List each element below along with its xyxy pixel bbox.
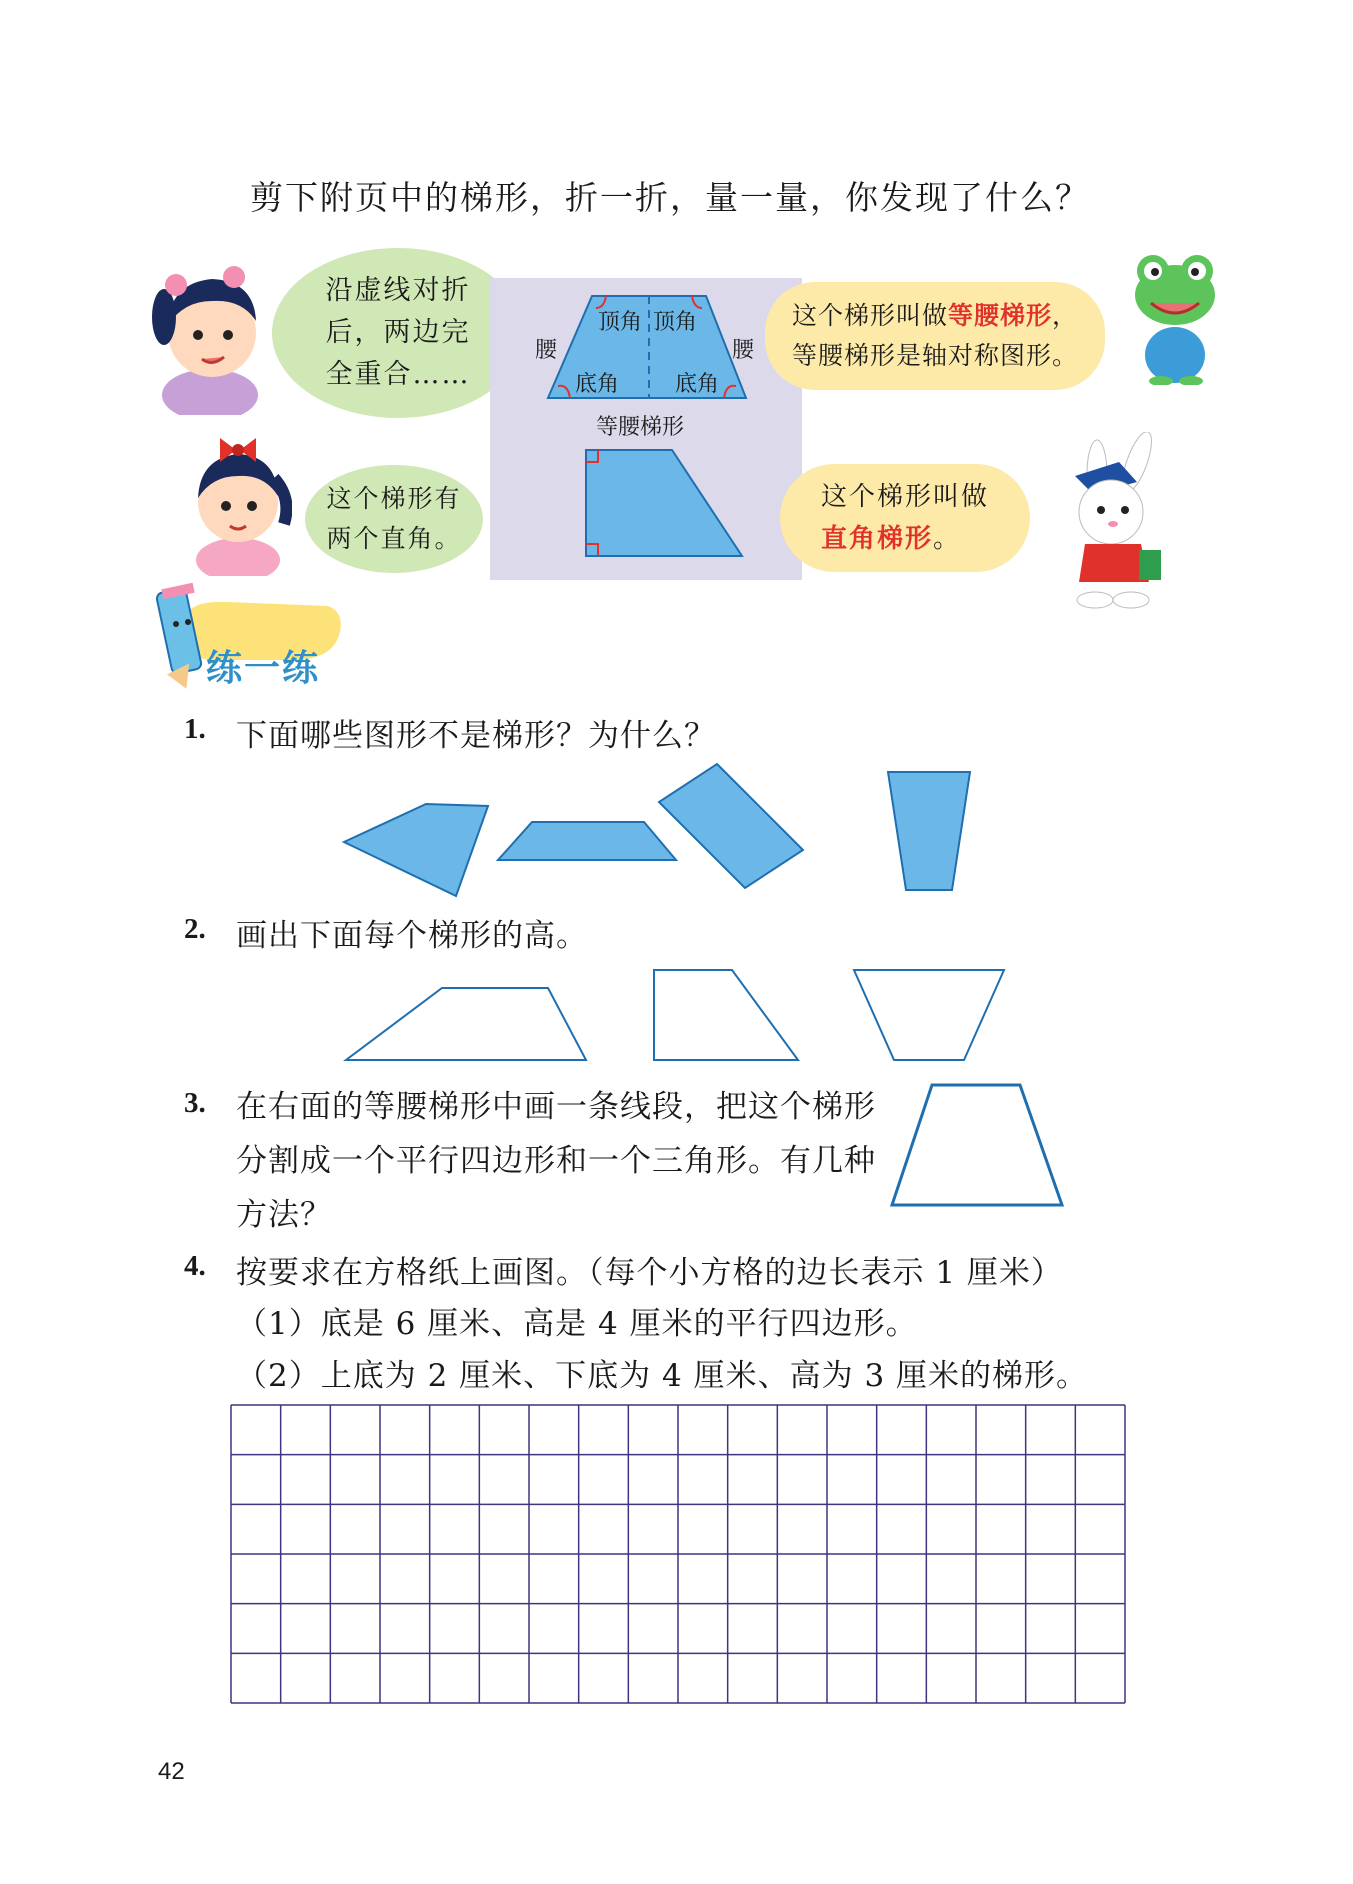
speech-bubble-right-angles bbox=[305, 465, 483, 573]
q2-trapezoid-3 bbox=[854, 970, 1004, 1060]
label-leg-right: 腰 bbox=[732, 338, 755, 363]
q2-trapezoid-2 bbox=[654, 970, 798, 1060]
girl-bow-illustration bbox=[182, 428, 292, 576]
question-4-number: 4. bbox=[184, 1250, 206, 1282]
q1-shape-trapezoid bbox=[498, 822, 676, 860]
q4-sub-item-1: （1）底是 6 厘米、高是 4 厘米的平行四边形。 bbox=[236, 1306, 918, 1342]
speech-text-right-trapezoid-part1: 这个梯形叫做 bbox=[820, 482, 989, 512]
speech-text-fold: 沿虚线对折 后，两边完 全重合…… bbox=[325, 275, 471, 390]
q2-outline-trapezoids bbox=[340, 960, 1020, 1070]
frog-illustration bbox=[1125, 245, 1225, 385]
speech-bubble-fold bbox=[272, 248, 524, 418]
question-1-text: 下面哪些图形不是梯形？为什么？ bbox=[236, 718, 716, 754]
q1-shape-inverted-trapezoid bbox=[888, 772, 970, 890]
intro-question: 剪下附页中的梯形，折一折，量一量，你发现了什么？ bbox=[250, 178, 1090, 217]
label-top-angle-right: 顶角 bbox=[653, 310, 698, 335]
label-base-angle-right: 底角 bbox=[675, 372, 720, 397]
speech-bubble-isosceles bbox=[765, 282, 1105, 390]
page-number: 42 bbox=[158, 1758, 185, 1785]
diagram-caption: 等腰梯形 bbox=[596, 415, 685, 440]
girl-pigtails-illustration bbox=[150, 255, 270, 415]
q3-isosceles-trapezoid bbox=[880, 1075, 1070, 1215]
speech-text-right-angles: 这个梯形有 两个直角。 bbox=[326, 484, 462, 553]
question-4-text: 按要求在方格纸上画图。（每个小方格的边长表示 1 厘米） bbox=[236, 1255, 1063, 1291]
question-2-text: 画出下面每个梯形的高。 bbox=[236, 918, 588, 954]
question-3-number: 3. bbox=[184, 1087, 206, 1119]
label-top-angle-left: 顶角 bbox=[598, 310, 643, 335]
term-isosceles-trapezoid: 等腰梯形 bbox=[947, 301, 1052, 330]
label-leg-left: 腰 bbox=[535, 338, 558, 363]
question-2-number: 2. bbox=[184, 913, 206, 945]
q1-shape-quadrilateral bbox=[344, 804, 488, 896]
rabbit-illustration bbox=[1045, 432, 1170, 610]
speech-text-right-trapezoid-part2: 。 bbox=[933, 524, 962, 554]
speech-bubble-right-trapezoid bbox=[780, 464, 1030, 572]
speech-text-right-trapezoid bbox=[821, 476, 989, 560]
question-1-number: 1. bbox=[184, 713, 206, 745]
grid-paper[interactable] bbox=[230, 1404, 1126, 1704]
q1-shape-rectangle bbox=[659, 764, 803, 888]
practice-section-title: 练一练 bbox=[206, 648, 321, 689]
q1-shapes bbox=[340, 760, 980, 900]
term-right-trapezoid: 直角梯形 bbox=[820, 524, 933, 554]
label-base-angle-left: 底角 bbox=[575, 372, 620, 397]
speech-text-isosceles bbox=[792, 296, 1078, 376]
q2-trapezoid-1 bbox=[346, 988, 586, 1060]
question-3-text: 在右面的等腰梯形中画一条线段，把这个梯形分割成一个平行四边形和一个三角形。有几种方法？ bbox=[236, 1089, 876, 1233]
q4-sub-item-2: （2）上底为 2 厘米、下底为 4 厘米、高为 3 厘米的梯形。 bbox=[236, 1358, 1089, 1394]
speech-text-isosceles-part1: 这个梯形叫做 bbox=[791, 301, 948, 330]
speech-text-isosceles-part2: ， 等腰梯形是轴对称图形。 bbox=[791, 301, 1079, 370]
